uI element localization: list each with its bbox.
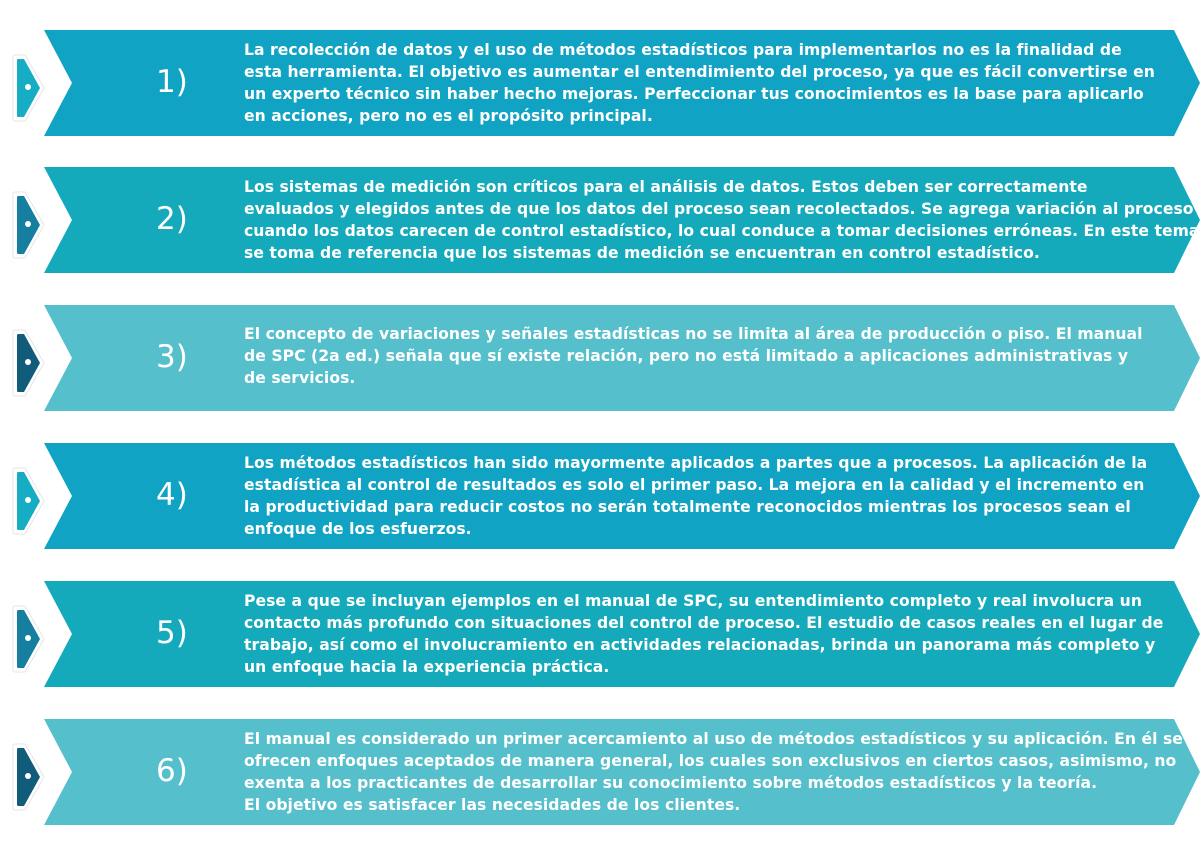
chevron-badge-icon (11, 52, 47, 124)
step-text: El manual es considerado un primer acercamiento al uso de métodos estadísticos y su aplicación. En él se ofrecen enfoques aceptados de manera general, los cuales son exclusivos en ciertos casos, asimismo, no exenta a los practicantes de desarrollar su conocimiento sobre métodos estadísticos y la teoría. El objetivo es satisfacer las necesidades de los clientes. (244, 730, 1183, 814)
step-number: 2) (156, 201, 188, 237)
chevron-badge-icon (11, 189, 47, 261)
step-banner (44, 305, 1200, 411)
step-row-3 (0, 305, 1200, 411)
step-text: Pese a que se incluyan ejemplos en el manual de SPC, su entendimiento completo y real involucra un contacto más profundo con situaciones del control de proceso. El estudio de casos reales en el lugar de trabajo, así como el involucramiento en actividades relacionadas, brinda un panorama más completo y un enfoque hacia la experiencia práctica. (244, 592, 1164, 676)
chevron-badge-icon (11, 465, 47, 537)
step-row-4 (0, 443, 1200, 549)
step-row-5 (0, 581, 1200, 687)
chevron-badge-icon (11, 327, 47, 399)
step-number: 5) (156, 615, 188, 651)
step-number: 3) (156, 339, 188, 375)
step-text: Los métodos estadísticos han sido mayormente aplicados a partes que a procesos. La aplicación de la estadística al control de resultados es solo el primer paso. La mejora en la calidad y el incremento en la productividad para reducir costos no serán totalmente reconocidos mientras los procesos sean el enfoque de los esfuerzos. (244, 454, 1148, 538)
step-banner (44, 581, 1200, 687)
step-banner (44, 443, 1200, 549)
dot-icon (25, 359, 31, 365)
dot-icon (25, 635, 31, 641)
step-text: Los sistemas de medición son críticos para el análisis de datos. Estos deben ser correctamente evaluados y elegidos antes de que los datos del proceso sean recolectados. Se agrega variación al proceso cuando los datos carecen de control estadístico, lo cual conduce a tomar decisiones erróneas. En este tema se toma de referencia que los sistemas de medición se encuentran en control estadístico. (244, 178, 1200, 262)
step-number: 4) (156, 477, 188, 513)
chevron-badge-icon (11, 603, 47, 675)
dot-icon (25, 84, 31, 90)
step-row-1 (0, 30, 1200, 136)
step-number: 1) (156, 64, 188, 100)
dot-icon (25, 221, 31, 227)
step-row-2 (0, 167, 1200, 273)
step-row-6 (0, 719, 1200, 825)
step-text: El concepto de variaciones y señales estadísticas no se limita al área de producción o piso. El manual de SPC (2a ed.) señala que sí existe relación, pero no está limitado a aplicaciones administrativas y de servicios. (244, 325, 1143, 387)
dot-icon (25, 773, 31, 779)
chevron-badge-icon (11, 741, 47, 813)
step-banner (44, 167, 1200, 273)
step-number: 6) (156, 753, 188, 789)
step-text: La recolección de datos y el uso de métodos estadísticos para implementarlos no es la finalidad de esta herramienta. El objetivo es aumentar el entendimiento del proceso, ya que es fácil convertirse en un experto técnico sin haber hecho mejoras. Perfeccionar tus conocimientos es la base para aplicarlo en acciones, pero no es el propósito principal. (244, 41, 1155, 125)
step-banner (44, 719, 1200, 825)
step-banner (44, 30, 1200, 136)
dot-icon (25, 497, 31, 503)
